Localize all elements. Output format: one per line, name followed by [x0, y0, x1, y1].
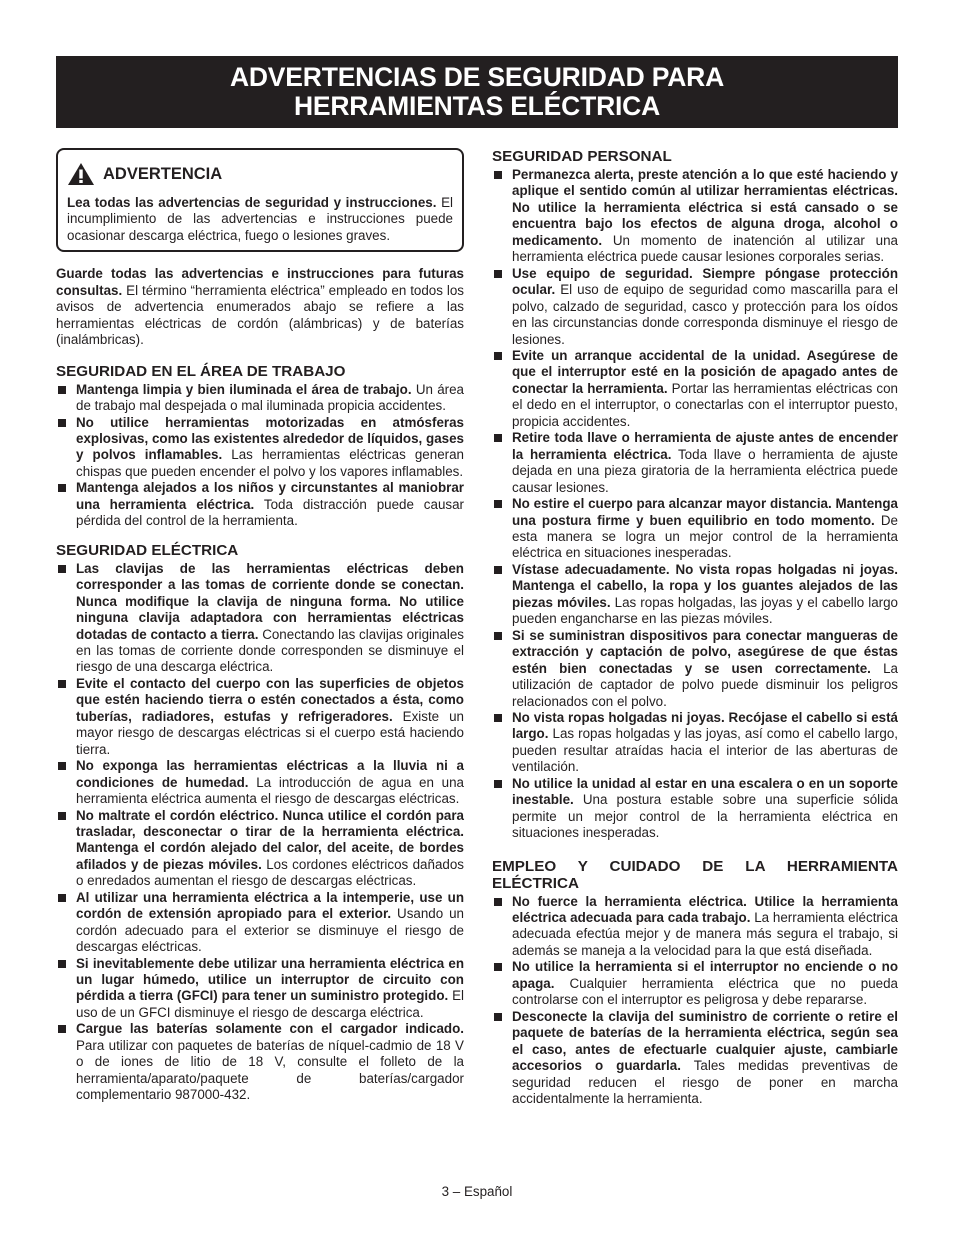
item-bold: Evite el contacto del cuerpo con las superficies de objetos que estén haciendo tierra o estén conectados a ésta, como tuberías, radiadores, estufas y refrigeradores.	[76, 675, 464, 724]
item-text: Cualquier herramienta eléctrica que no pueda controlarse con el interruptor es peligrosa y debe repararse.	[512, 975, 898, 1008]
electrical-list	[56, 561, 464, 1104]
item-bold: Vístase adecuadamente. No vista ropas holgadas ni joyas. Mantenga el cabello, la ropa y los guantes alejados de las piezas móviles.	[512, 561, 898, 610]
bullet-square-icon	[58, 386, 66, 394]
list-item	[56, 808, 464, 890]
personal-title: SEGURIDAD PERSONAL	[492, 148, 672, 165]
bullet-square-icon	[58, 894, 66, 902]
list-item	[492, 562, 898, 628]
item-bold: Mantenga alejados a los niños y circunstantes al maniobrar una herramienta eléctrica.	[76, 480, 464, 512]
list-item	[492, 266, 898, 348]
right-column	[492, 148, 898, 1107]
list-item	[56, 676, 464, 758]
banner-title-line-2: HERRAMIENTAS ELÉCTRICA	[293, 91, 661, 121]
bullet-square-icon	[494, 500, 502, 508]
list-item	[492, 348, 898, 430]
item-bold: Retire toda llave o herramienta de ajuste antes de encender la herramienta eléctrica.	[512, 430, 898, 462]
item-text: Existe un mayor riesgo de descargas eléctricas si el cuerpo está haciendo tierra.	[76, 708, 464, 757]
bullet-square-icon	[494, 963, 502, 971]
item-bold: No utilice la herramienta si el interruptor no enciende o no apaga.	[512, 959, 898, 991]
bullet-square-icon	[58, 680, 66, 688]
item-text: Para utilizar con paquetes de baterías de níquel-cadmio de 18 V o de iones de litio de 18 V, consulte el folleto de la herramienta/aparato/paquete de baterías/cargador complementario 987000-432.	[76, 1037, 464, 1103]
left-column	[56, 148, 464, 1104]
bullet-square-icon	[494, 1013, 502, 1021]
bullet-square-icon	[58, 1025, 66, 1033]
warning-box	[56, 148, 464, 252]
list-item	[492, 776, 898, 842]
warning-bold: Lea todas las advertencias de seguridad y instrucciones.	[67, 195, 437, 210]
item-bold: No utilice herramientas motorizadas en atmósferas explosivas, como las existentes alrededor de líquidos, gases y polvos inflamables.	[76, 414, 464, 463]
list-item	[492, 710, 898, 776]
item-text: Las ropas holgadas y las joyas, así como el cabello largo, pueden resultar atraídas hacia el interior de las aberturas de ventilación.	[512, 726, 898, 775]
item-text: De esta manera se logra un mejor control de la herramienta eléctrica en situaciones inesperadas.	[512, 512, 899, 561]
bullet-square-icon	[58, 484, 66, 492]
bullet-square-icon	[494, 714, 502, 722]
list-item	[56, 415, 464, 481]
bullet-square-icon	[58, 565, 66, 573]
personal-list	[492, 167, 898, 842]
bullet-square-icon	[494, 898, 502, 906]
item-bold: Si inevitablemente debe utilizar una herramienta eléctrica en un lugar húmedo, utilice un interruptor de circuito con pérdida a tierra (GFCI) para tener un suministro protegido.	[76, 955, 464, 1004]
item-text: La utilización de captador de polvo puede disminuir los peligros relacionados con el polvo.	[512, 660, 898, 709]
bullet-square-icon	[494, 434, 502, 442]
list-item	[492, 167, 898, 266]
list-item	[492, 1009, 898, 1108]
item-bold: No vista ropas holgadas ni joyas. Recójase el cabello si está largo.	[512, 709, 898, 742]
list-item	[492, 894, 898, 960]
intro-bold: Guarde todas las advertencias e instrucciones para futuras consultas.	[56, 266, 464, 298]
item-bold: Desconecte la clavija del suministro de corriente o retire el paquete de baterías de la herramienta eléctrica, según sea el caso, antes de efectuarle cualquier ajuste, cambiarle accesorios o guardarla.	[512, 1008, 898, 1074]
electrical-title: SEGURIDAD ELÉCTRICA	[56, 541, 239, 559]
bullet-square-icon	[494, 352, 502, 360]
intro-body: El término “herramienta eléctrica” empleado en todos los avisos de advertencia enumerados abajo se refiere a las herramientas eléctricas de cordón (alámbricas) y de baterías (inalámbricas).	[56, 282, 464, 348]
work-area-section	[56, 363, 464, 530]
item-text: La herramienta eléctrica adecuada efectúa mejor y de manera más segura el trabajo, si además se maneja a la velocidad para la que está diseñada.	[512, 910, 898, 958]
list-item	[492, 959, 898, 1008]
bullet-square-icon	[58, 960, 66, 968]
item-bold: Al utilizar una herramienta eléctrica a la intemperie, use un cordón de extensión apropiado para el exterior.	[76, 889, 464, 922]
item-text: Un área de trabajo mal despejada o mal iluminada propicia accidentes.	[76, 381, 465, 414]
item-bold: Las clavijas de las herramientas eléctricas deben corresponder a las tomas de corriente donde se conectan. Nunca modifique la clavija de ninguna forma. No utilice ninguna clavija adaptadora con herramientas eléctricas dotadas de contacto a tierra.	[76, 560, 464, 642]
warning-triangle-icon	[67, 162, 95, 186]
item-text: Toda llave o herramienta de ajuste dejada en una pieza giratoria de la herramienta eléctrica puede causar lesiones.	[512, 446, 898, 495]
item-bold: Use equipo de seguridad. Siempre póngase protección ocular.	[512, 265, 898, 298]
page-number: 3 – Español	[441, 1184, 513, 1199]
warning-text	[67, 195, 453, 244]
item-text: Las ropas holgadas, las joyas y el cabello largo pueden engancharse en las piezas móviles.	[512, 594, 898, 627]
list-item	[492, 430, 898, 496]
bullet-square-icon	[494, 171, 502, 179]
bullet-square-icon	[494, 780, 502, 788]
list-item	[56, 382, 464, 415]
list-item	[56, 1021, 464, 1103]
item-bold: Permanezca alerta, preste atención a lo que esté haciendo y aplique el sentido común al utilizar herramientas eléctricas. No utilice la herramienta eléctrica si está cansado o se encuentra bajo los efectos de alguna droga, alcohol o medicamento.	[512, 167, 898, 248]
item-text: Una postura estable sobre una superficie sólida permite un mejor control de la herramienta eléctrica en situaciones inesperadas.	[512, 792, 898, 841]
list-item	[492, 496, 898, 562]
item-text: Usando un cordón adecuado para el exterior se disminuye el riesgo de descargas eléctricas.	[76, 906, 464, 955]
page-banner	[56, 56, 898, 128]
item-bold: Si se suministran dispositivos para conectar mangueras de extracción y captación de polvo, asegúrese de que éstas estén bien conectadas y se usen correctamente.	[512, 627, 898, 676]
item-text: Toda distracción puede causar pérdida del control de la herramienta.	[76, 496, 464, 529]
intro-paragraph	[56, 266, 464, 348]
warning-heading: ADVERTENCIA	[103, 164, 223, 183]
item-text: Conectando las clavijas originales en las tomas de corriente donde corresponden se disminuye el riesgo de una descarga eléctrica.	[76, 626, 464, 675]
electrical-section	[56, 542, 464, 1104]
tool-use-section	[492, 858, 898, 1108]
item-text: Portar las herramientas eléctricas con el dedo en el interruptor, o conectarlas con el interruptor puesto, propicia accidentes.	[512, 380, 898, 429]
bullet-square-icon	[494, 566, 502, 574]
item-bold: Cargue las baterías solamente con el cargador indicado.	[76, 1021, 464, 1037]
bullet-square-icon	[58, 762, 66, 770]
item-bold: Mantenga limpia y bien iluminada el área de trabajo.	[76, 381, 412, 397]
list-item	[56, 758, 464, 807]
bullet-square-icon	[58, 812, 66, 820]
work-area-title: SEGURIDAD EN EL ÁREA DE TRABAJO	[56, 362, 346, 380]
item-text: El uso de un GFCI disminuye el riesgo de descarga eléctrica.	[76, 988, 464, 1020]
item-bold: No fuerce la herramienta eléctrica. Utilice la herramienta eléctrica adecuada para cada trabajo.	[512, 893, 898, 926]
bullet-square-icon	[58, 419, 66, 427]
list-item	[56, 956, 464, 1022]
item-text: Los cordones eléctricos dañados o enredados aumentan el riesgo de descargas eléctricas.	[76, 856, 464, 889]
item-bold: No maltrate el cordón eléctrico. Nunca utilice el cordón para trasladar, desconectar o tirar de la herramienta eléctrica. Mantenga el cordón alejado del calor, del aceite, de bordes afilados y de piezas móviles.	[76, 807, 464, 872]
item-bold: No utilice la unidad al estar en una escalera o en un soporte inestable.	[512, 775, 898, 808]
item-bold: No estire el cuerpo para alcanzar mayor distancia. Mantenga una postura firme y buen equilibrio en todo momento.	[512, 496, 898, 528]
tool-use-title: EMPLEO Y CUIDADO DE LA HERRAMIENTA ELÉCTRICA	[492, 857, 898, 892]
item-text: El uso de equipo de seguridad como mascarilla para el polvo, calzado de seguridad, casco y protección para los oídos en las circunstancias donde corresponda disminuye el riesgo de lesiones.	[512, 282, 898, 347]
list-item	[56, 480, 464, 529]
warning-body: El incumplimiento de las advertencias e instrucciones puede ocasionar descarga eléctrica, fuego o lesiones graves.	[67, 195, 453, 243]
item-text: La introducción de agua en una herramienta eléctrica aumenta el riesgo de descargas eléctricas.	[76, 774, 465, 807]
tool-use-list	[492, 894, 898, 1108]
personal-section	[492, 148, 898, 842]
list-item	[56, 561, 464, 676]
bullet-square-icon	[494, 270, 502, 278]
item-text: Un momento de inatención al utilizar una herramienta eléctrica puede causar lesiones corporales serias.	[512, 232, 898, 265]
item-bold: No exponga las herramientas eléctricas a la lluvia ni a condiciones de humedad.	[76, 758, 464, 790]
item-text: Las herramientas eléctricas generan chispas que pueden encender el polvo y los vapores inflamables.	[76, 447, 464, 479]
work-area-list	[56, 382, 464, 530]
item-bold: Evite un arranque accidental de la unidad. Asegúrese de que el interruptor esté en la posición de apagado antes de conectar la herramienta.	[512, 347, 898, 396]
banner-title-line-1: ADVERTENCIAS DE SEGURIDAD PARA	[229, 62, 725, 92]
warning-header	[67, 162, 453, 186]
item-text: Tales medidas preventivas de seguridad reducen el riesgo de poner en marcha accidentalmente la herramienta.	[512, 1058, 898, 1107]
bullet-square-icon	[494, 632, 502, 640]
list-item	[56, 890, 464, 956]
list-item	[492, 628, 898, 710]
